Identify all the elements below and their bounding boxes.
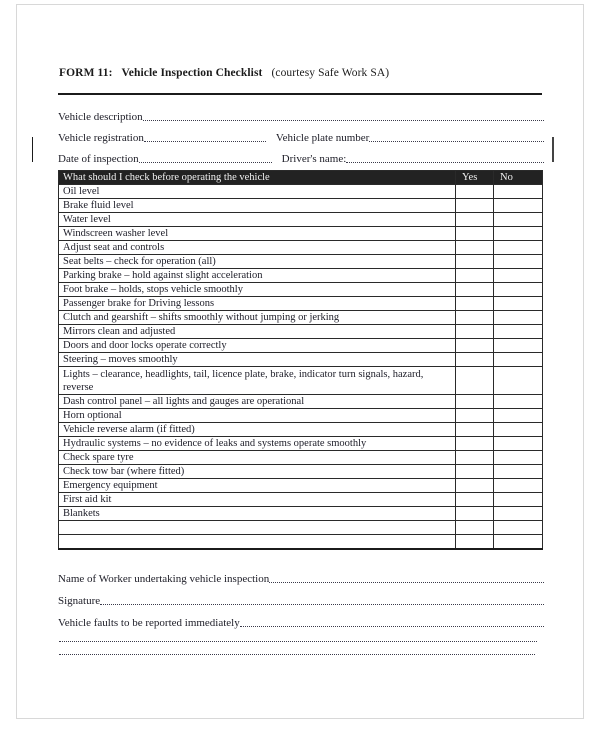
table-header-row <box>59 171 543 185</box>
field-label: Vehicle faults to be reported immediately <box>58 616 240 629</box>
column-header-yes: Yes <box>456 171 494 185</box>
field-label: Vehicle registration <box>58 132 144 144</box>
table-row <box>59 227 543 241</box>
checklist-item-label: Emergency equipment <box>59 479 456 493</box>
table-row <box>59 269 543 283</box>
checklist-no-cell[interactable] <box>494 353 543 367</box>
dotted-leader-plate[interactable] <box>369 139 544 142</box>
field-signature <box>58 585 544 607</box>
checklist-item-label: Hydraulic systems – no evidence of leaks and systems operate smoothly <box>59 437 456 451</box>
field-worker-name <box>58 563 544 585</box>
checklist-yes-cell[interactable] <box>456 423 494 437</box>
checklist-yes-cell[interactable] <box>456 213 494 227</box>
checklist-item-label <box>59 521 456 535</box>
table-stub-border-right <box>552 137 554 162</box>
field-vehicle-registration <box>58 123 544 144</box>
checklist-no-cell[interactable] <box>494 227 543 241</box>
table-row <box>59 409 543 423</box>
table-row <box>59 451 543 465</box>
field-label: Date of inspection <box>58 153 139 165</box>
table-row <box>59 185 543 199</box>
table-row <box>59 507 543 521</box>
checklist-yes-cell[interactable] <box>456 507 494 521</box>
checklist-item-label: Adjust seat and controls <box>59 241 456 255</box>
checklist-no-cell[interactable] <box>494 437 543 451</box>
checklist-item-label: Clutch and gearshift – shifts smoothly without jumping or jerking <box>59 311 456 325</box>
checklist-item-label: Check tow bar (where fitted) <box>59 465 456 479</box>
table-row <box>59 367 543 395</box>
form-number: FORM 11: <box>59 67 113 79</box>
dotted-leader[interactable] <box>144 139 266 142</box>
checklist-no-cell[interactable] <box>494 493 543 507</box>
dotted-leader[interactable] <box>139 160 272 163</box>
table-row <box>59 199 543 213</box>
table-row <box>59 535 543 549</box>
column-header-no: No <box>494 171 543 185</box>
checklist-no-cell[interactable] <box>494 535 543 549</box>
field-label-plate: Vehicle plate number <box>275 132 370 144</box>
table-row <box>59 311 543 325</box>
field-vehicle-description <box>58 102 544 123</box>
checklist-yes-cell[interactable] <box>456 409 494 423</box>
checklist-yes-cell[interactable] <box>456 269 494 283</box>
table-row <box>59 479 543 493</box>
dotted-leader[interactable] <box>143 118 544 121</box>
checklist-yes-cell[interactable] <box>456 493 494 507</box>
inspection-checklist-table <box>58 170 543 550</box>
table-stub-border-left <box>32 137 33 162</box>
checklist-item-label: Lights – clearance, headlights, tail, licence plate, brake, indicator turn signals, hazard, reverse <box>59 367 456 395</box>
checklist-item-label: Blankets <box>59 507 456 521</box>
checklist-yes-cell[interactable] <box>456 395 494 409</box>
checklist-item-label: Passenger brake for Driving lessons <box>59 297 456 311</box>
table-row <box>59 423 543 437</box>
checklist-no-cell[interactable] <box>494 185 543 199</box>
checklist-yes-cell[interactable] <box>456 227 494 241</box>
checklist-no-cell[interactable] <box>494 213 543 227</box>
table-row <box>59 339 543 353</box>
checklist-no-cell[interactable] <box>494 507 543 521</box>
table-row <box>59 283 543 297</box>
table-row <box>59 437 543 451</box>
checklist-item-label: Mirrors clean and adjusted <box>59 325 456 339</box>
document-page <box>16 4 584 719</box>
dotted-leader[interactable] <box>240 624 544 627</box>
header-fields <box>58 95 544 165</box>
form-sheet <box>58 67 544 655</box>
checklist-item-label: Seat belts – check for operation (all) <box>59 255 456 269</box>
checklist-no-cell[interactable] <box>494 367 543 395</box>
table-row <box>59 297 543 311</box>
checklist-yes-cell[interactable] <box>456 353 494 367</box>
checklist-no-cell[interactable] <box>494 465 543 479</box>
page-title <box>58 67 544 79</box>
checklist-item-label: Windscreen washer level <box>59 227 456 241</box>
checklist-yes-cell[interactable] <box>456 241 494 255</box>
checklist-yes-cell[interactable] <box>456 325 494 339</box>
checklist-item-label: Doors and door locks operate correctly <box>59 339 456 353</box>
checklist-yes-cell[interactable] <box>456 479 494 493</box>
checklist-yes-cell[interactable] <box>456 311 494 325</box>
dotted-leader[interactable] <box>100 602 544 605</box>
checklist-item-label: Foot brake – holds, stops vehicle smoothly <box>59 283 456 297</box>
table-row <box>59 521 543 535</box>
field-label: Vehicle description <box>58 111 143 123</box>
checklist-no-cell[interactable] <box>494 255 543 269</box>
checklist-no-cell[interactable] <box>494 199 543 213</box>
form-courtesy: (courtesy Safe Work SA) <box>271 67 390 79</box>
checklist-yes-cell[interactable] <box>456 297 494 311</box>
field-label: Name of Worker undertaking vehicle inspection <box>58 572 270 585</box>
checklist-no-cell[interactable] <box>494 395 543 409</box>
column-header-item: What should I check before operating the vehicle <box>59 171 456 185</box>
field-vehicle-faults-line-2[interactable] <box>59 629 537 642</box>
table-row <box>59 465 543 479</box>
checklist-no-cell[interactable] <box>494 283 543 297</box>
checklist-no-cell[interactable] <box>494 409 543 423</box>
checklist-item-label: Steering – moves smoothly <box>59 353 456 367</box>
checklist-no-cell[interactable] <box>494 311 543 325</box>
dotted-leader[interactable] <box>269 580 544 583</box>
checklist-item-label: Horn optional <box>59 409 456 423</box>
form-title: Vehicle Inspection Checklist <box>121 67 263 79</box>
checklist-yes-cell[interactable] <box>456 339 494 353</box>
checklist-yes-cell[interactable] <box>456 465 494 479</box>
table-row <box>59 241 543 255</box>
table-body <box>59 185 543 549</box>
checklist-yes-cell[interactable] <box>456 255 494 269</box>
checklist-yes-cell[interactable] <box>456 521 494 535</box>
field-label: Signature <box>58 594 101 607</box>
table-head <box>59 171 543 185</box>
checklist-item-label: Water level <box>59 213 456 227</box>
dotted-leader-driver[interactable] <box>346 160 544 163</box>
field-vehicle-faults <box>58 607 544 629</box>
footer-fields <box>58 563 544 655</box>
checklist-item-label: Oil level <box>59 185 456 199</box>
table-row <box>59 325 543 339</box>
checklist-item-label: Vehicle reverse alarm (if fitted) <box>59 423 456 437</box>
checklist-yes-cell[interactable] <box>456 451 494 465</box>
checklist-yes-cell[interactable] <box>456 437 494 451</box>
checklist-item-label: Check spare tyre <box>59 451 456 465</box>
checklist-item-label <box>59 535 456 549</box>
checklist-item-label: Dash control panel – all lights and gauges are operational <box>59 395 456 409</box>
checklist-no-cell[interactable] <box>494 297 543 311</box>
checklist-no-cell[interactable] <box>494 325 543 339</box>
checklist-no-cell[interactable] <box>494 241 543 255</box>
checklist-no-cell[interactable] <box>494 269 543 283</box>
field-label-driver: Driver's name: <box>281 153 347 165</box>
checklist-no-cell[interactable] <box>494 479 543 493</box>
checklist-no-cell[interactable] <box>494 451 543 465</box>
checklist-item-label: First aid kit <box>59 493 456 507</box>
table-row <box>59 493 543 507</box>
field-date-of-inspection <box>58 144 544 165</box>
checklist-item-label: Parking brake – hold against slight acceleration <box>59 269 456 283</box>
checklist-yes-cell[interactable] <box>456 199 494 213</box>
table-row <box>59 213 543 227</box>
table-row <box>59 353 543 367</box>
field-vehicle-faults-line-3[interactable] <box>59 642 535 655</box>
checklist-no-cell[interactable] <box>494 521 543 535</box>
table-row <box>59 255 543 269</box>
table-row <box>59 395 543 409</box>
checklist-no-cell[interactable] <box>494 339 543 353</box>
checklist-yes-cell[interactable] <box>456 535 494 549</box>
checklist-yes-cell[interactable] <box>456 283 494 297</box>
checklist-item-label: Brake fluid level <box>59 199 456 213</box>
checklist-no-cell[interactable] <box>494 423 543 437</box>
checklist-yes-cell[interactable] <box>456 185 494 199</box>
checklist-yes-cell[interactable] <box>456 367 494 395</box>
